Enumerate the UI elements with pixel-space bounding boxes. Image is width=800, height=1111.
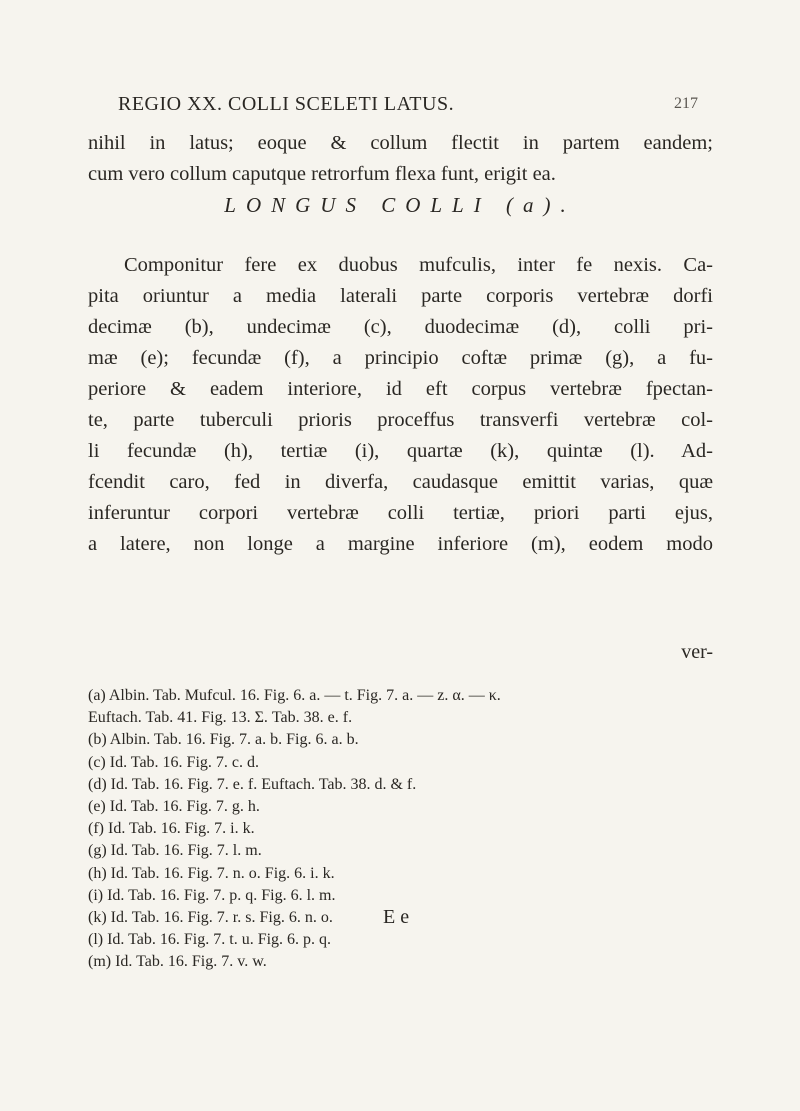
footnote: (l) Id. Tab. 16. Fig. 7. t. u. Fig. 6. p. q. [88, 931, 332, 949]
footnote: (e) Id. Tab. 16. Fig. 7. g. h. [88, 797, 260, 815]
text-line: inferuntur corpori vertebræ colli tertiæ, priori parti ejus, [88, 502, 713, 524]
text-line: Componitur fere ex duobus mufculis, inter fe nexis. Ca- [124, 254, 713, 276]
running-title: REGIO XX. COLLI SCELETI LATUS. [118, 93, 455, 115]
footnotes [88, 685, 728, 973]
paragraph-1 [88, 128, 713, 190]
footnote: (m) Id. Tab. 16. Fig. 7. v. w. [88, 953, 267, 971]
text-line: fcendit caro, fed in diverfa, caudasque emittit varias, quæ [88, 471, 713, 493]
signature-mark: E e [383, 906, 410, 928]
catchword: ver- [681, 641, 713, 663]
text-line: cum vero collum caputque retrorfum flexa funt, erigit ea. [88, 163, 556, 185]
footnote: (f) Id. Tab. 16. Fig. 7. i. k. [88, 820, 255, 838]
footnote: (g) Id. Tab. 16. Fig. 7. l. m. [88, 842, 262, 860]
text-line: decimæ (b), undecimæ (c), duodecimæ (d), colli pri- [88, 316, 713, 338]
footnote: (i) Id. Tab. 16. Fig. 7. p. q. Fig. 6. l. m. [88, 886, 336, 904]
text-line: pita oriuntur a media laterali parte corporis vertebræ dorfi [88, 285, 713, 307]
footnote: Euftach. Tab. 41. Fig. 13. Σ. Tab. 38. e. f. [88, 709, 353, 727]
running-header [118, 93, 698, 123]
text-line: a latere, non longe a margine inferiore (m), eodem modo [88, 533, 713, 555]
text-line: te, parte tuberculi prioris proceffus transverfi vertebræ col- [88, 409, 713, 431]
text-line: nihil in latus; eoque & collum flectit in partem eandem; [88, 132, 713, 154]
footnote: (h) Id. Tab. 16. Fig. 7. n. o. Fig. 6. i. k. [88, 864, 335, 882]
section-heading: LONGUS COLLI (a). [224, 193, 576, 217]
text-line: mæ (e); fecundæ (f), a principio coftæ primæ (g), a fu- [88, 347, 713, 369]
footnote: (d) Id. Tab. 16. Fig. 7. e. f. Euftach. Tab. 38. d. & f. [88, 775, 417, 793]
text-line: li fecundæ (h), tertiæ (i), quartæ (k), quintæ (l). Ad- [88, 440, 713, 462]
footnote: (b) Albin. Tab. 16. Fig. 7. a. b. Fig. 6. a. b. [88, 731, 359, 749]
footnote: (k) Id. Tab. 16. Fig. 7. r. s. Fig. 6. n. o. [88, 908, 333, 926]
footnote: (c) Id. Tab. 16. Fig. 7. c. d. [88, 753, 259, 771]
footnote: (a) Albin. Tab. Mufcul. 16. Fig. 6. a. — t. Fig. 7. a. — z. α. — κ. [88, 687, 501, 704]
paragraph-2 [88, 250, 713, 560]
page-number: 217 [674, 95, 698, 112]
text-line: periore & eadem interiore, id eft corpus vertebræ fpectan- [88, 378, 713, 400]
